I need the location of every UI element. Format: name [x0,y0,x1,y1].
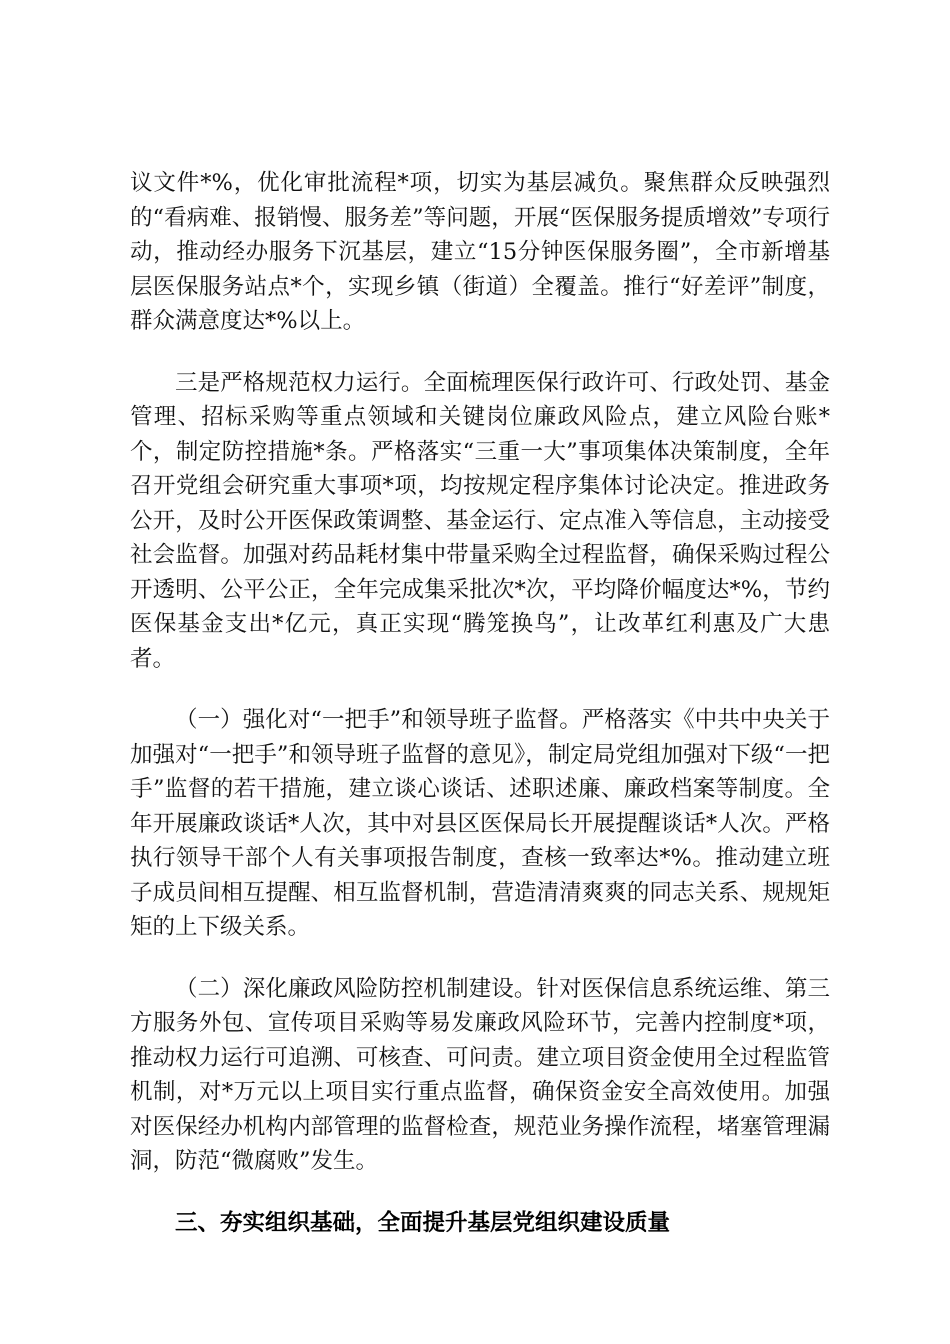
paragraph-continuation: 议文件*%，优化审批流程*项，切实为基层减负。聚焦群众反映强烈的“看病难、报销慢、服务差”等问题，开展“医保服务提质增效”专项行动，推动经办服务下沉基层，建立“15分钟医保服务圈”，全市新增基层医保服务站点*个，实现乡镇（街道）全覆盖。推行“好差评”制度，群众满意度达*%以上。 [130,170,830,334]
section-heading: 三、夯实组织基础，全面提升基层党组织建设质量 [175,1209,671,1236]
paragraph-leader-supervision: （一）强化对“一把手”和领导班子监督。严格落实《中共中央关于加强对“一把手”和领导班子监督的意见》，制定局党组加强对下级“一把手”监督的若干措施，建立谈心谈话、述职述廉、廉政档案等制度。全年开展廉政谈话*人次，其中对县区医保局长开展提醒谈话*人次。严格执行领导干部个人有关事项报告制度，查核一致率达*%。推动建立班子成员间相互提醒、相互监督机制，营造清清爽爽的同志关系、规规矩矩的上下级关系。 [130,707,830,940]
paragraph-power-regulation: 三是严格规范权力运行。全面梳理医保行政许可、行政处罚、基金管理、招标采购等重点领域和关键岗位廉政风险点，建立风险台账*个，制定防控措施*条。严格落实“三重一大”事项集体决策制度，全年召开党组会研究重大事项*项，均按规定程序集体讨论决定。推进政务公开，及时公开医保政策调整、基金运行、定点准入等信息，主动接受社会监督。加强对药品耗材集中带量采购全过程监督，确保采购过程公开透明、公平公正，全年完成集采批次*次，平均降价幅度达*%，节约医保基金支出*亿元，真正实现“腾笼换鸟”，让改革红利惠及广大患者。 [130,369,830,672]
paragraph-risk-control: （二）深化廉政风险防控机制建设。针对医保信息系统运维、第三方服务外包、宣传项目采购等易发廉政风险环节，完善内控制度*项，推动权力运行可追溯、可核查、可问责。建立项目资金使用全过程监管机制，对*万元以上项目实行重点监督，确保资金安全高效使用。加强对医保经办机构内部管理的监督检查，规范业务操作流程，堵塞管理漏洞，防范“微腐败”发生。 [130,975,830,1174]
document-body [130,166,830,1240]
